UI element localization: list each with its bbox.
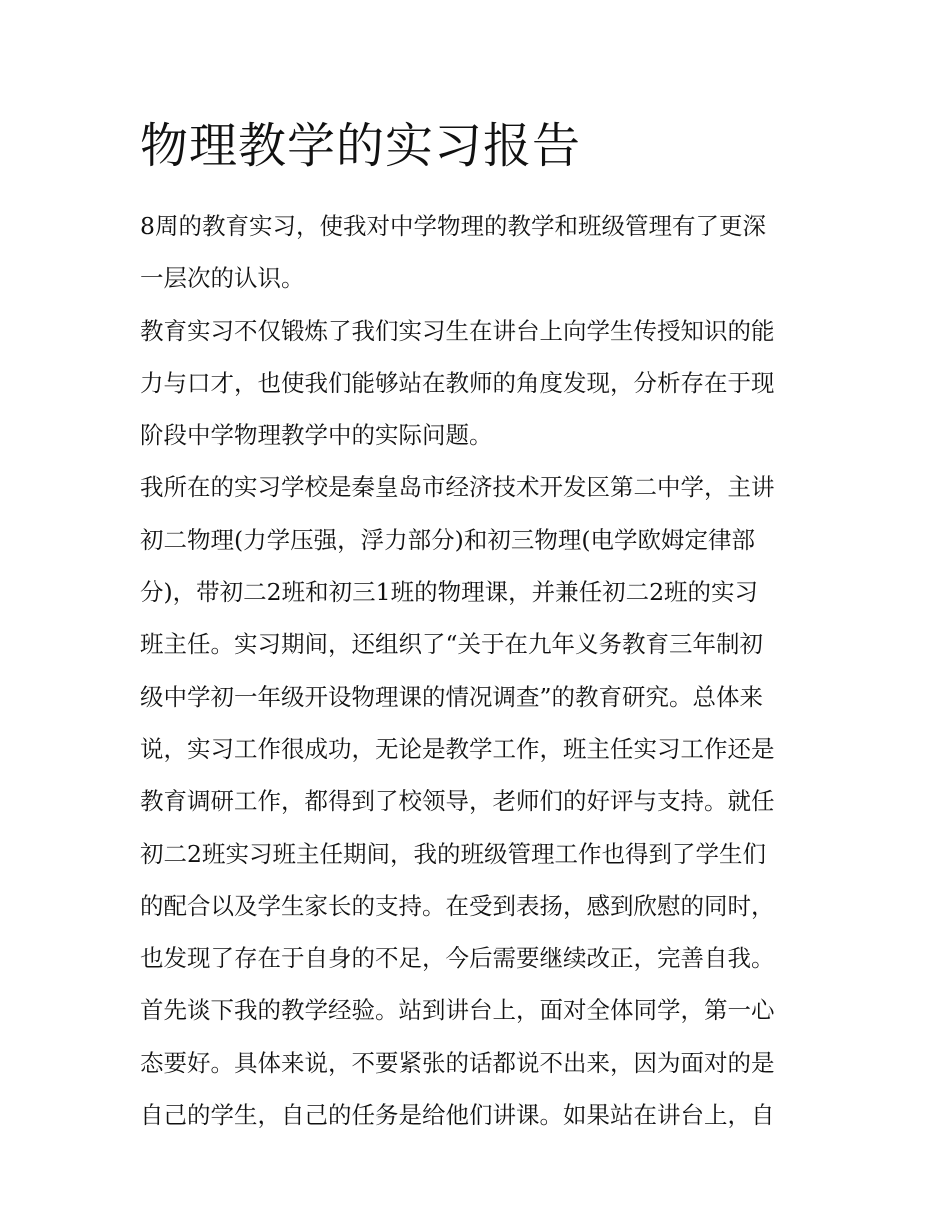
- text-line: 阶段中学物理教学中的实际问题。: [140, 421, 493, 450]
- text-line: 教育调研工作，都得到了校领导，老师们的好评与支持。就任: [140, 787, 775, 816]
- text-line: 8周的教育实习，使我对中学物理的教学和班级管理有了更深: [140, 212, 766, 240]
- text-line: 初二物理(力学压强，浮力部分)和初三物理(电学欧姆定律部: [140, 525, 756, 554]
- text-line: 教育实习不仅锻炼了我们实习生在讲台上向学生传授知识的能: [140, 316, 775, 345]
- text-line: 班主任。实习期间，还组织了“关于在九年义务教育三年制初: [140, 630, 764, 659]
- text-line: 也发现了存在于自身的不足，今后需要继续改正，完善自我。: [140, 944, 775, 973]
- text-line: 力与口才，也使我们能够站在教师的角度发现，分析存在于现: [140, 368, 775, 397]
- text-line: 说，实习工作很成功，无论是教学工作，班主任实习工作还是: [140, 734, 775, 763]
- text-line: 分)，带初二2班和初三1班的物理课，并兼任初二2班的实习: [140, 578, 759, 607]
- document-body: [140, 200, 820, 1141]
- text-line: 我所在的实习学校是秦皇岛市经济技术开发区第二中学，主讲: [140, 473, 775, 502]
- text-line: 的配合以及学生家长的支持。在受到表扬，感到欣慰的同时，: [140, 891, 775, 920]
- text-line: 自己的学生，自己的任务是给他们讲课。如果站在讲台上，自: [140, 1101, 775, 1130]
- text-line: 态要好。具体来说，不要紧张的话都说不出来，因为面对的是: [140, 1048, 775, 1077]
- text-line: 级中学初一年级开设物理课的情况调查”的教育研究。总体来: [140, 682, 764, 711]
- text-line: 首先谈下我的教学经验。站到讲台上，面对全体同学，第一心: [140, 996, 775, 1025]
- text-line: 初二2班实习班主任期间，我的班级管理工作也得到了学生们: [140, 839, 766, 868]
- text-line: 一层次的认识。: [140, 264, 305, 293]
- document-title: 物理教学的实习报告: [140, 118, 582, 174]
